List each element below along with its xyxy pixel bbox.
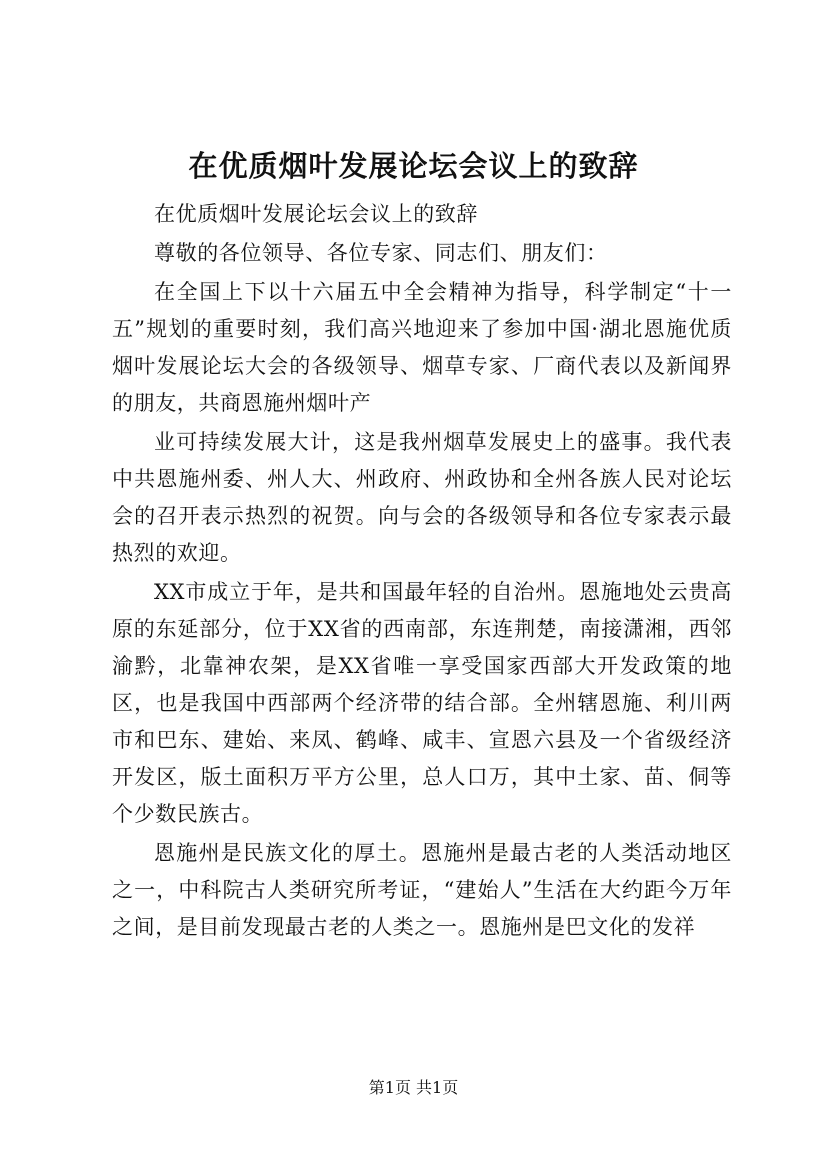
paragraph: 在全国上下以十六届五中全会精神为指导，科学制定“十一五”规划的重要时刻，我们高兴地迎来了参加中国·湖北恩施优质烟叶发展论坛大会的各级领导、烟草专家、厂商代表以及新闻界的朋友，共商恩施州烟叶产 <box>112 280 732 415</box>
paragraph-salutation: 尊敬的各位领导、各位专家、同志们、朋友们： <box>154 241 608 265</box>
paragraph-heading-repeat: 在优质烟叶发展论坛会议上的致辞 <box>154 202 478 226</box>
page-footer: 第1页 共1页 <box>368 1078 459 1097</box>
document-title: 在优质烟叶发展论坛会议上的致辞 <box>188 149 639 183</box>
paragraph: XX市成立于年，是共和国最年轻的自治州。恩施地处云贵高原的东延部分，位于XX省的西南部，东连荆楚，南接潇湘，西邻渝黔，北靠神农架，是XX省唯一享受国家西部大开发政策的地区，也是我国中西部两个经济带的结合部。全州辖恩施、利川两市和巴东、建始、来凤、鹤峰、咸丰、宣恩六县及一个省级经济开发区，版土面积万平方公里，总人口万，其中土家、苗、侗等个少数民族古。 <box>112 580 732 826</box>
document-body <box>112 196 732 948</box>
paragraph: 业可持续发展大计，这是我州烟草发展史上的盛事。我代表中共恩施州委、州人大、州政府、州政协和全州各族人民对论坛会的召开表示热烈的祝贺。向与会的各级领导和各位专家表示最热烈的欢迎。 <box>112 430 732 565</box>
paragraph: 恩施州是民族文化的厚土。恩施州是最古老的人类活动地区之一，中科院古人类研究所考证，“建始人”生活在大约距今万年之间，是目前发现最古老的人类之一。恩施州是巴文化的发祥 <box>112 841 732 939</box>
